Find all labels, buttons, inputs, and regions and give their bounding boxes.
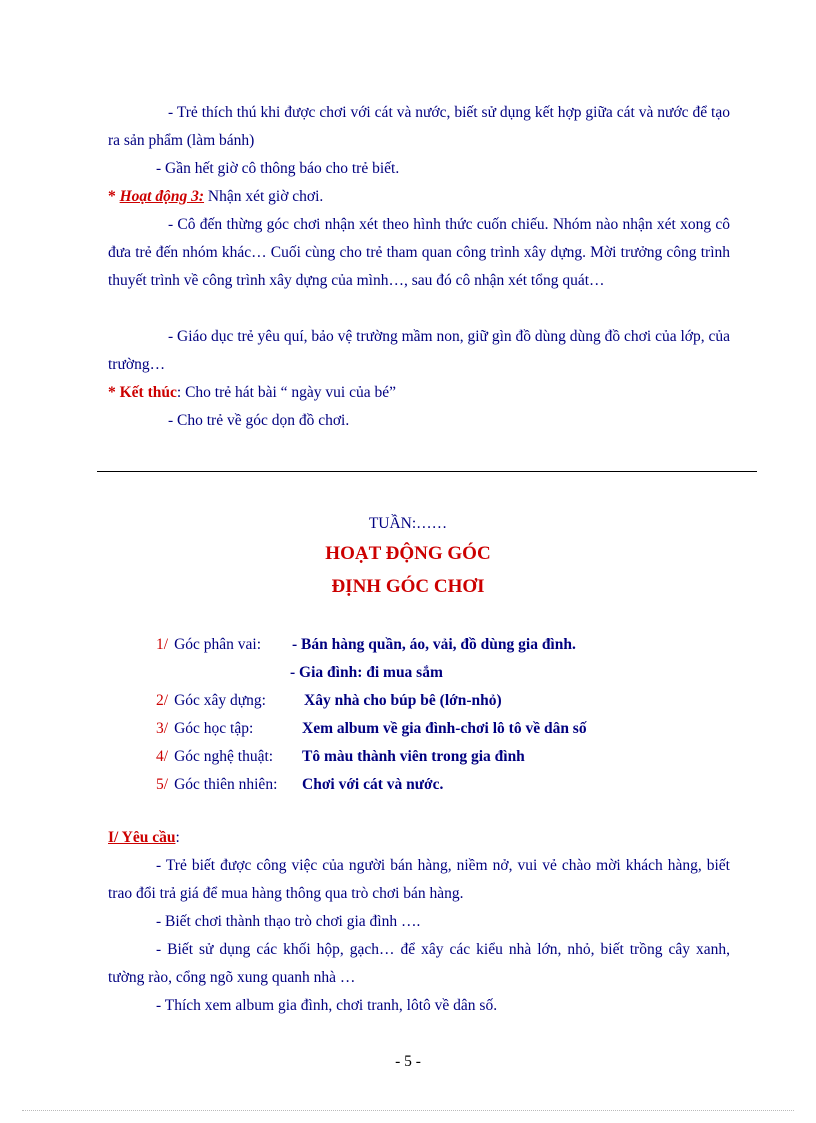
corner-num: 3/	[156, 720, 169, 737]
paragraph-cleanup: - Cho trẻ về góc dọn đồ chơi.	[168, 412, 350, 429]
corner-num: 2/	[156, 692, 169, 709]
corner-num: 5/	[156, 776, 169, 793]
corner-item-1	[156, 636, 261, 654]
corner-item-5	[156, 776, 277, 794]
corner-value-1: - Bán hàng quần, áo, vải, đồ dùng gia đình.	[292, 636, 576, 653]
corner-item-4	[156, 748, 273, 766]
ending-text: : Cho trẻ hát bài “ ngày vui của bé”	[176, 384, 396, 401]
corner-item-3	[156, 720, 253, 738]
activity3-line	[108, 183, 730, 211]
activity3-label: Hoạt động 3:	[119, 188, 205, 205]
page-subtitle: ĐỊNH GÓC CHƠI	[331, 576, 485, 597]
corner-label: Góc thiên nhiên:	[174, 776, 278, 793]
corner-num: 4/	[156, 748, 169, 765]
corner-label: Góc học tập:	[174, 720, 254, 737]
corner-num: 1/	[156, 636, 169, 653]
corner-value-1b: - Gia đình: đi mua sắm	[290, 664, 443, 681]
activity3-text: Nhận xét giờ chơi.	[204, 188, 324, 205]
corner-label: Góc phân vai:	[174, 636, 262, 653]
paragraph-education: - Giáo dục trẻ yêu quí, bảo vệ trường mầm non, giữ gìn đồ dùng dùng đồ chơi của lớp, của trường…	[108, 328, 730, 373]
requirement-item: - Trẻ biết được công việc của người bán hàng, niềm nở, vui vẻ chào mời khách hàng, biết trao đổi trả giá để mua hàng thông qua trò chơi bán hàng.	[108, 857, 730, 902]
corner-value-4: Tô màu thành viên trong gia đình	[302, 748, 525, 765]
page-title: HOẠT ĐỘNG GÓC	[325, 543, 491, 564]
requirement-item: - Biết chơi thành thạo trò chơi gia đình ….	[156, 913, 421, 930]
requirements-heading: I/ Yêu cầu	[108, 829, 176, 846]
requirements-colon: :	[175, 829, 180, 846]
requirement-item: - Thích xem album gia đình, chơi tranh, lôtô về dân số.	[156, 997, 498, 1014]
corner-value-2: Xây nhà cho búp bê (lớn-nhỏ)	[304, 692, 502, 709]
week-label: TUẦN:……	[368, 515, 448, 532]
requirements-heading-line	[108, 824, 730, 852]
corner-value-5: Chơi với cát và nước.	[302, 776, 444, 793]
corner-label: Góc xây dựng:	[174, 692, 266, 709]
page-bottom-edge	[22, 1110, 794, 1111]
corner-item-2	[156, 692, 266, 710]
ending-star: *	[108, 384, 120, 401]
paragraph-time-notice: - Gần hết giờ cô thông báo cho trẻ biết.	[156, 160, 400, 177]
page-number: - 5 -	[395, 1053, 421, 1070]
activity3-star: *	[108, 188, 120, 205]
section-divider	[97, 471, 757, 472]
corner-value-3: Xem album về gia đình-chơi lô tô về dân số	[302, 720, 587, 737]
ending-line	[108, 379, 730, 407]
ending-label: Kết thúc	[119, 384, 177, 401]
paragraph-sand-water: - Trẻ thích thú khi được chơi với cát và nước, biết sử dụng kết hợp giữa cát và nước để tạo ra sản phẩm (làm bánh)	[108, 104, 730, 149]
paragraph-review: - Cô đến thừng góc chơi nhận xét theo hình thức cuốn chiếu. Nhóm nào nhận xét xong cô đưa trẻ đến nhóm khác… Cuối cùng cho trẻ tham quan công trình xây dựng. Mời trưởng công trình thuyết trình về công trình xây dựng của mình…, sau đó cô nhận xét tổng quát…	[108, 216, 730, 289]
corner-label: Góc nghệ thuật:	[174, 748, 274, 765]
requirement-item: - Biết sử dụng các khối hộp, gạch… để xây các kiểu nhà lớn, nhỏ, biết trồng cây xanh, tường rào, cổng ngõ xung quanh nhà …	[108, 941, 730, 986]
